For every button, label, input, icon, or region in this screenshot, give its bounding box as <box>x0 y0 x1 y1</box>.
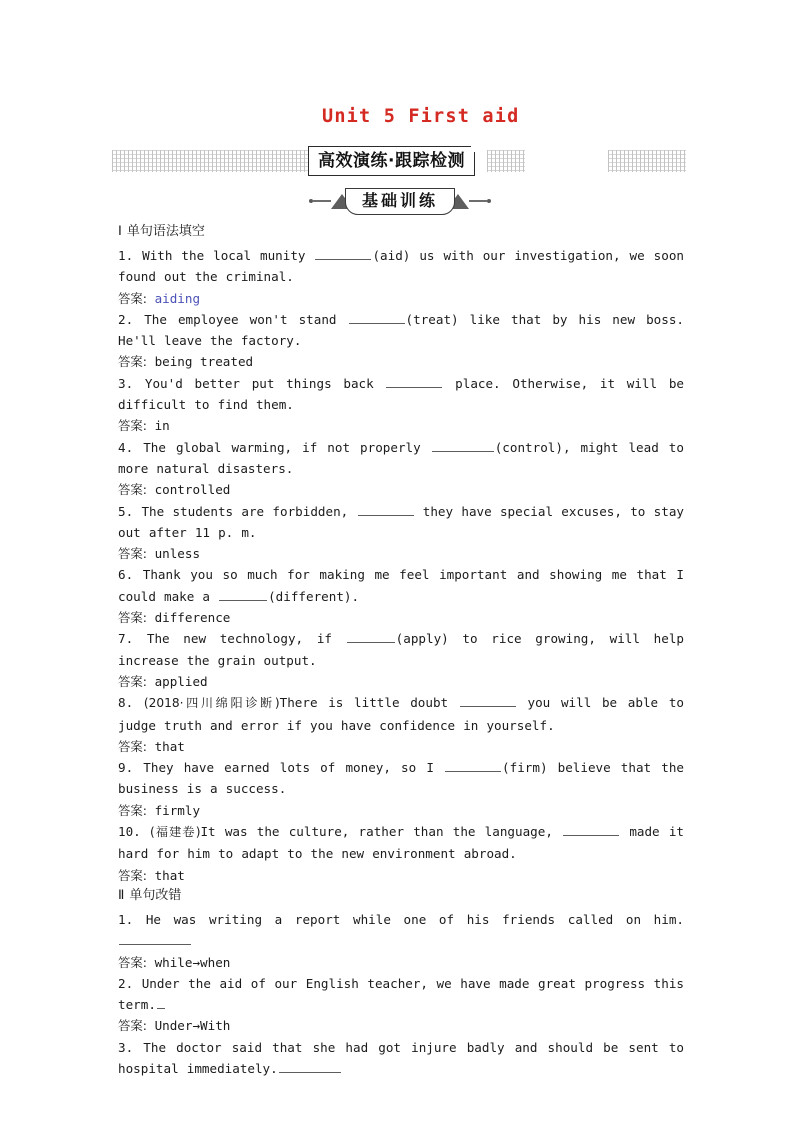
question-text-before-blank: It was the culture, rather than the language, <box>200 824 563 840</box>
hatch-pattern-left <box>112 150 310 172</box>
answer-line <box>118 952 684 973</box>
question-text-after-blank: they have special excuses, to stay out after 11 p. m. <box>118 503 684 540</box>
answer-line <box>118 607 684 628</box>
question-number: 9. <box>118 760 134 776</box>
section-banner-label: 高效演练·跟踪检测 <box>318 150 465 171</box>
answer-label: 答案: <box>118 802 147 818</box>
sub-banner-center <box>309 186 491 216</box>
question-text-after-blank: (treat) like that by his new boss. He'll leave the factory. <box>118 311 684 349</box>
answer-label: 答案: <box>118 418 147 434</box>
question-text-before-blank: The global warming, if not properly <box>143 439 431 455</box>
page-title: Unit 5 First aid <box>322 106 520 127</box>
section-heading-label: 单句语法填空 <box>126 224 205 239</box>
question-text-before-blank: They have earned lots of money, so I <box>143 760 445 776</box>
answer-value: that <box>154 738 185 754</box>
answer-line <box>118 736 684 757</box>
answer-blank[interactable] <box>119 932 191 945</box>
question-text-after-blank: made it hard for him to adapt to the new environment abroad. <box>118 824 684 862</box>
rule-left-icon <box>313 200 331 201</box>
answer-line <box>118 351 684 372</box>
answer-blank[interactable] <box>279 1060 341 1073</box>
exercise-body <box>118 222 684 1079</box>
answer-line <box>118 800 684 821</box>
answer-value: unless <box>154 546 201 562</box>
question-text-after-blank: (different). <box>268 588 360 604</box>
question-number: 1. <box>118 911 134 927</box>
answer-label: 答案: <box>118 867 147 883</box>
answer-value: controlled <box>154 482 231 498</box>
question-item <box>118 757 684 800</box>
answer-blank[interactable] <box>358 503 414 516</box>
answer-line <box>118 865 684 886</box>
answer-line <box>118 479 684 500</box>
question-text-before-blank: Under the aid of our English teacher, we have made great progress this term. <box>118 975 684 1013</box>
answer-line <box>118 543 684 564</box>
question-item <box>118 692 684 736</box>
question-text-before-blank: Thank you so much for making me feel important and showing me that I could make a <box>118 567 684 604</box>
answer-label: 答案: <box>118 290 147 306</box>
answer-value: that <box>154 867 185 883</box>
question-number: 5. <box>118 503 134 519</box>
question-number: 1. <box>118 248 134 263</box>
answer-value: aiding <box>154 290 201 306</box>
question-source: (福建卷) <box>149 825 201 840</box>
question-text-before-blank: There is little doubt <box>279 695 459 711</box>
question-item <box>118 245 684 288</box>
answer-label: 答案: <box>118 546 147 562</box>
answer-label: 答案: <box>118 354 147 370</box>
section-numeral: Ⅰ <box>118 224 122 239</box>
hatch-pattern-right <box>608 150 686 172</box>
question-item <box>118 501 684 544</box>
question-item <box>118 373 684 416</box>
question-text-before-blank: The students are forbidden, <box>141 503 357 519</box>
answer-blank[interactable] <box>219 588 267 601</box>
question-text-after-blank: (aid) us with our investigation, we soon found out the criminal. <box>118 248 684 285</box>
question-text-before-blank: He was writing a report while one of his friends called on him. <box>145 911 685 927</box>
question-number: 8. <box>118 695 134 711</box>
answer-label: 答案: <box>118 482 147 498</box>
question-item <box>118 909 684 952</box>
question-number: 10. <box>118 824 141 840</box>
answer-line <box>118 415 684 436</box>
answer-value: applied <box>154 673 208 689</box>
question-number: 7. <box>118 631 134 647</box>
answer-label: 答案: <box>118 738 147 754</box>
answer-line <box>118 671 684 692</box>
question-text-after-blank: (firm) believe that the business is a success. <box>118 760 684 797</box>
question-item <box>118 309 684 352</box>
question-text-after-blank: you will be able to judge truth and error if you have confidence in yourself. <box>118 695 684 733</box>
question-number: 4. <box>118 439 134 455</box>
section-banner <box>308 146 475 176</box>
answer-blank[interactable] <box>386 375 442 388</box>
question-number: 3. <box>118 1039 134 1055</box>
question-number: 6. <box>118 567 134 583</box>
answer-blank[interactable] <box>460 694 516 707</box>
sub-banner <box>0 186 800 216</box>
hatch-pattern-middle <box>487 150 525 172</box>
question-text-before-blank: The doctor said that she had got injure badly and should be sent to hospital immediately. <box>118 1039 684 1076</box>
bullet-dot-right-icon <box>487 199 491 203</box>
question-text-before-blank: You'd better put things back <box>144 375 386 391</box>
question-text-after-blank: place. Otherwise, it will be difficult to find them. <box>118 375 684 413</box>
answer-line <box>118 1015 684 1036</box>
answer-label: 答案: <box>118 954 147 970</box>
question-item <box>118 973 684 1016</box>
section-numeral: Ⅱ <box>118 887 125 903</box>
question-number: 2. <box>118 311 134 327</box>
sub-banner-plate <box>345 188 455 215</box>
sub-banner-label: 基础训练 <box>361 191 439 210</box>
question-item <box>118 628 684 671</box>
answer-value: in <box>154 418 170 434</box>
answer-value: firmly <box>154 802 201 818</box>
question-item <box>118 821 684 865</box>
question-source: (2018·四川绵阳诊断) <box>143 696 280 711</box>
answer-blank[interactable] <box>349 311 405 324</box>
answer-label: 答案: <box>118 673 147 689</box>
answer-blank[interactable] <box>157 996 165 1009</box>
answer-blank[interactable] <box>563 823 619 836</box>
section-heading <box>118 222 684 242</box>
answer-blank[interactable] <box>347 630 395 643</box>
answer-value: while→when <box>154 954 231 970</box>
answer-blank[interactable] <box>432 439 494 452</box>
rule-right-icon <box>469 200 487 201</box>
question-item <box>118 564 684 607</box>
answer-blank[interactable] <box>315 247 371 260</box>
answer-label: 答案: <box>118 610 147 626</box>
answer-line <box>118 288 684 309</box>
question-text-after-blank: (control), might lead to more natural disasters. <box>118 439 684 476</box>
question-text-before-blank: The employee won't stand <box>144 311 348 327</box>
question-item <box>118 1037 684 1080</box>
answer-blank[interactable] <box>445 759 501 772</box>
answer-value: being treated <box>154 354 254 370</box>
question-text-before-blank: With the local munity <box>142 248 315 263</box>
question-number: 2. <box>118 975 134 991</box>
answer-label: 答案: <box>118 1018 147 1034</box>
question-number: 3. <box>118 375 134 391</box>
section-heading-label: 单句改错 <box>129 887 182 903</box>
section-heading <box>118 886 684 906</box>
question-text-before-blank: The new technology, if <box>146 631 346 647</box>
question-item <box>118 437 684 480</box>
answer-value: difference <box>154 610 231 626</box>
answer-value: Under→With <box>154 1018 231 1034</box>
question-text-after-blank: (apply) to rice growing, will help increase the grain output. <box>118 631 684 668</box>
